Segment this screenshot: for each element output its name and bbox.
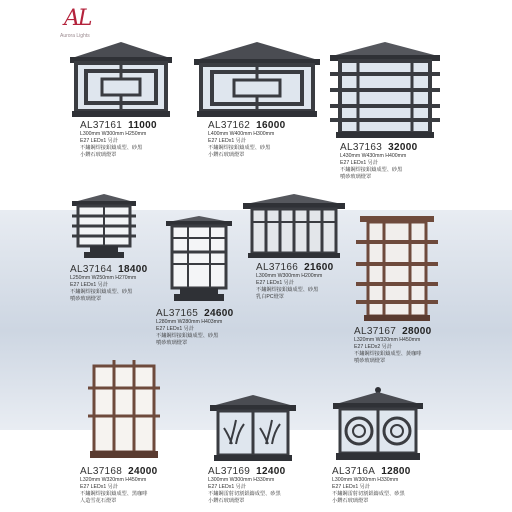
product-code: AL37161 xyxy=(80,120,123,131)
product-info-al37163 xyxy=(340,142,417,181)
product-info-al37167 xyxy=(354,326,431,365)
product-bulb: E27 LEDx1 另計 xyxy=(70,282,109,288)
product-material: 不鏽鋼雷射切割鋁鑄成型、砂黑 xyxy=(332,491,405,497)
product-shade: 噴砂玻璃燈罩 xyxy=(156,340,188,346)
product-bulb: E27 LEDx1 另計 xyxy=(80,138,119,144)
product-price: 21600 xyxy=(304,262,334,273)
product-bulb: E27 LEDx1 另計 xyxy=(256,280,295,286)
product-info-al37166 xyxy=(256,262,333,301)
product-code: AL37166 xyxy=(256,262,299,273)
lamp-image-al37168 xyxy=(84,358,164,462)
lamp-image-al37164 xyxy=(68,192,140,260)
product-size: L300mm W300mm H330mm xyxy=(208,477,275,483)
product-code-line xyxy=(208,466,285,477)
product-code-line xyxy=(354,326,431,337)
product-bulb: E27 LEDx1 另計 xyxy=(340,160,379,166)
product-code-line xyxy=(208,120,285,131)
product-code: AL37167 xyxy=(354,326,397,337)
product-size: L300mm W300mm H250mm xyxy=(80,131,147,137)
product-code: AL37163 xyxy=(340,142,383,153)
product-code-line xyxy=(156,308,233,319)
product-code-line xyxy=(70,264,147,275)
product-price: 16000 xyxy=(256,120,286,131)
lamp-image-al3716a xyxy=(330,386,426,464)
product-bulb: E27 LEDx1 另計 xyxy=(80,484,119,490)
product-shade: 噴砂玻璃燈罩 xyxy=(354,358,386,364)
product-price: 12400 xyxy=(256,466,286,477)
product-bulb: E27 LEDx1 另計 xyxy=(208,138,247,144)
product-code-line xyxy=(256,262,333,273)
product-size: L300mm W300mm H330mm xyxy=(332,477,399,483)
product-info-al37165 xyxy=(156,308,233,347)
product-code-line xyxy=(80,120,157,131)
product-material: 不鏽鋼焊接鋁鑄成型、黃咖啡 xyxy=(354,351,422,357)
product-price: 24600 xyxy=(204,308,234,319)
product-material: 不鏽鋼焊接鋁鑄成型、砂黑 xyxy=(156,333,219,339)
product-price: 18400 xyxy=(118,264,148,275)
product-shade: 小鑽石玻璃燈罩 xyxy=(332,498,369,504)
product-material: 不鏽鋼焊接鋁鑄成型、砂黑 xyxy=(340,167,403,173)
product-info-al37169 xyxy=(208,466,285,505)
product-size: L320mm W320mm H450mm xyxy=(354,337,421,343)
lamp-image-al37167 xyxy=(354,212,440,324)
product-code: AL37165 xyxy=(156,308,199,319)
product-code: AL37168 xyxy=(80,466,123,477)
product-material: 不鏽鋼焊接鋁鑄成型、砂黑 xyxy=(256,287,319,293)
lamp-image-al37165 xyxy=(162,214,236,304)
product-bulb: E27 LEDx1 另計 xyxy=(208,484,247,490)
lamp-image-al37162 xyxy=(192,40,322,118)
product-info-al37164 xyxy=(70,264,147,303)
product-code: AL3716A xyxy=(332,466,376,477)
product-info-al3716a xyxy=(332,466,411,505)
logo-mark: AL xyxy=(64,6,91,31)
product-size: L430mm W430mm H400mm xyxy=(340,153,407,159)
lamp-image-al37169 xyxy=(208,392,298,464)
product-bulb: E27 LEDx1 另計 xyxy=(156,326,195,332)
product-code-line xyxy=(332,466,411,477)
product-code-line xyxy=(80,466,157,477)
product-info-al37162 xyxy=(208,120,285,159)
product-material: 不鏽鋼焊接鋁鑄成型、砂黑 xyxy=(70,289,133,295)
product-code: AL37169 xyxy=(208,466,251,477)
product-info-al37168 xyxy=(80,466,157,505)
product-size: L320mm W320mm H450mm xyxy=(80,477,147,483)
product-price: 32000 xyxy=(388,142,418,153)
product-shade: 小鑽石玻璃燈罩 xyxy=(208,498,245,504)
product-code: AL37164 xyxy=(70,264,113,275)
product-material: 不鏽鋼焊接鋁鑄成型、砂黑 xyxy=(80,145,143,151)
lamp-image-al37161 xyxy=(66,40,176,118)
product-bulb: E27 LEDx1 另計 xyxy=(332,484,371,490)
lamp-image-al37166 xyxy=(240,192,348,260)
logo-subtitle: Aurora Lights xyxy=(60,33,90,39)
product-shade: 噴砂玻璃燈罩 xyxy=(70,296,102,302)
product-material: 不鏽鋼焊接鋁鑄成型、砂黑 xyxy=(208,145,271,151)
product-price: 28000 xyxy=(402,326,432,337)
product-price: 12800 xyxy=(381,466,411,477)
product-size: L250mm W250mm H270mm xyxy=(70,275,137,281)
product-shade: 小鑽石玻璃燈罩 xyxy=(80,152,117,158)
lamp-image-al37163 xyxy=(328,40,442,140)
product-shade: 乳白PC燈罩 xyxy=(256,294,284,300)
product-shade: 小鑽石玻璃燈罩 xyxy=(208,152,245,158)
product-size: L280mm W280mm H403mm xyxy=(156,319,223,325)
product-material: 不鏽鋼雷射切割鋁鑄成型、砂黑 xyxy=(208,491,281,497)
product-bulb: E27 LEDx2 另計 xyxy=(354,344,393,350)
product-price: 24000 xyxy=(128,466,158,477)
product-shade: 人造雪花石燈罩 xyxy=(80,498,117,504)
product-shade: 噴砂玻璃燈罩 xyxy=(340,174,372,180)
product-material: 不鏽鋼焊接鋁鑄成型、黑咖啡 xyxy=(80,491,148,497)
product-code: AL37162 xyxy=(208,120,251,131)
product-price: 11000 xyxy=(128,120,157,131)
product-code-line xyxy=(340,142,417,153)
product-info-al37161 xyxy=(80,120,157,159)
product-size: L300mm W300mm H200mm xyxy=(256,273,323,279)
product-size: L400mm W400mm H300mm xyxy=(208,131,275,137)
